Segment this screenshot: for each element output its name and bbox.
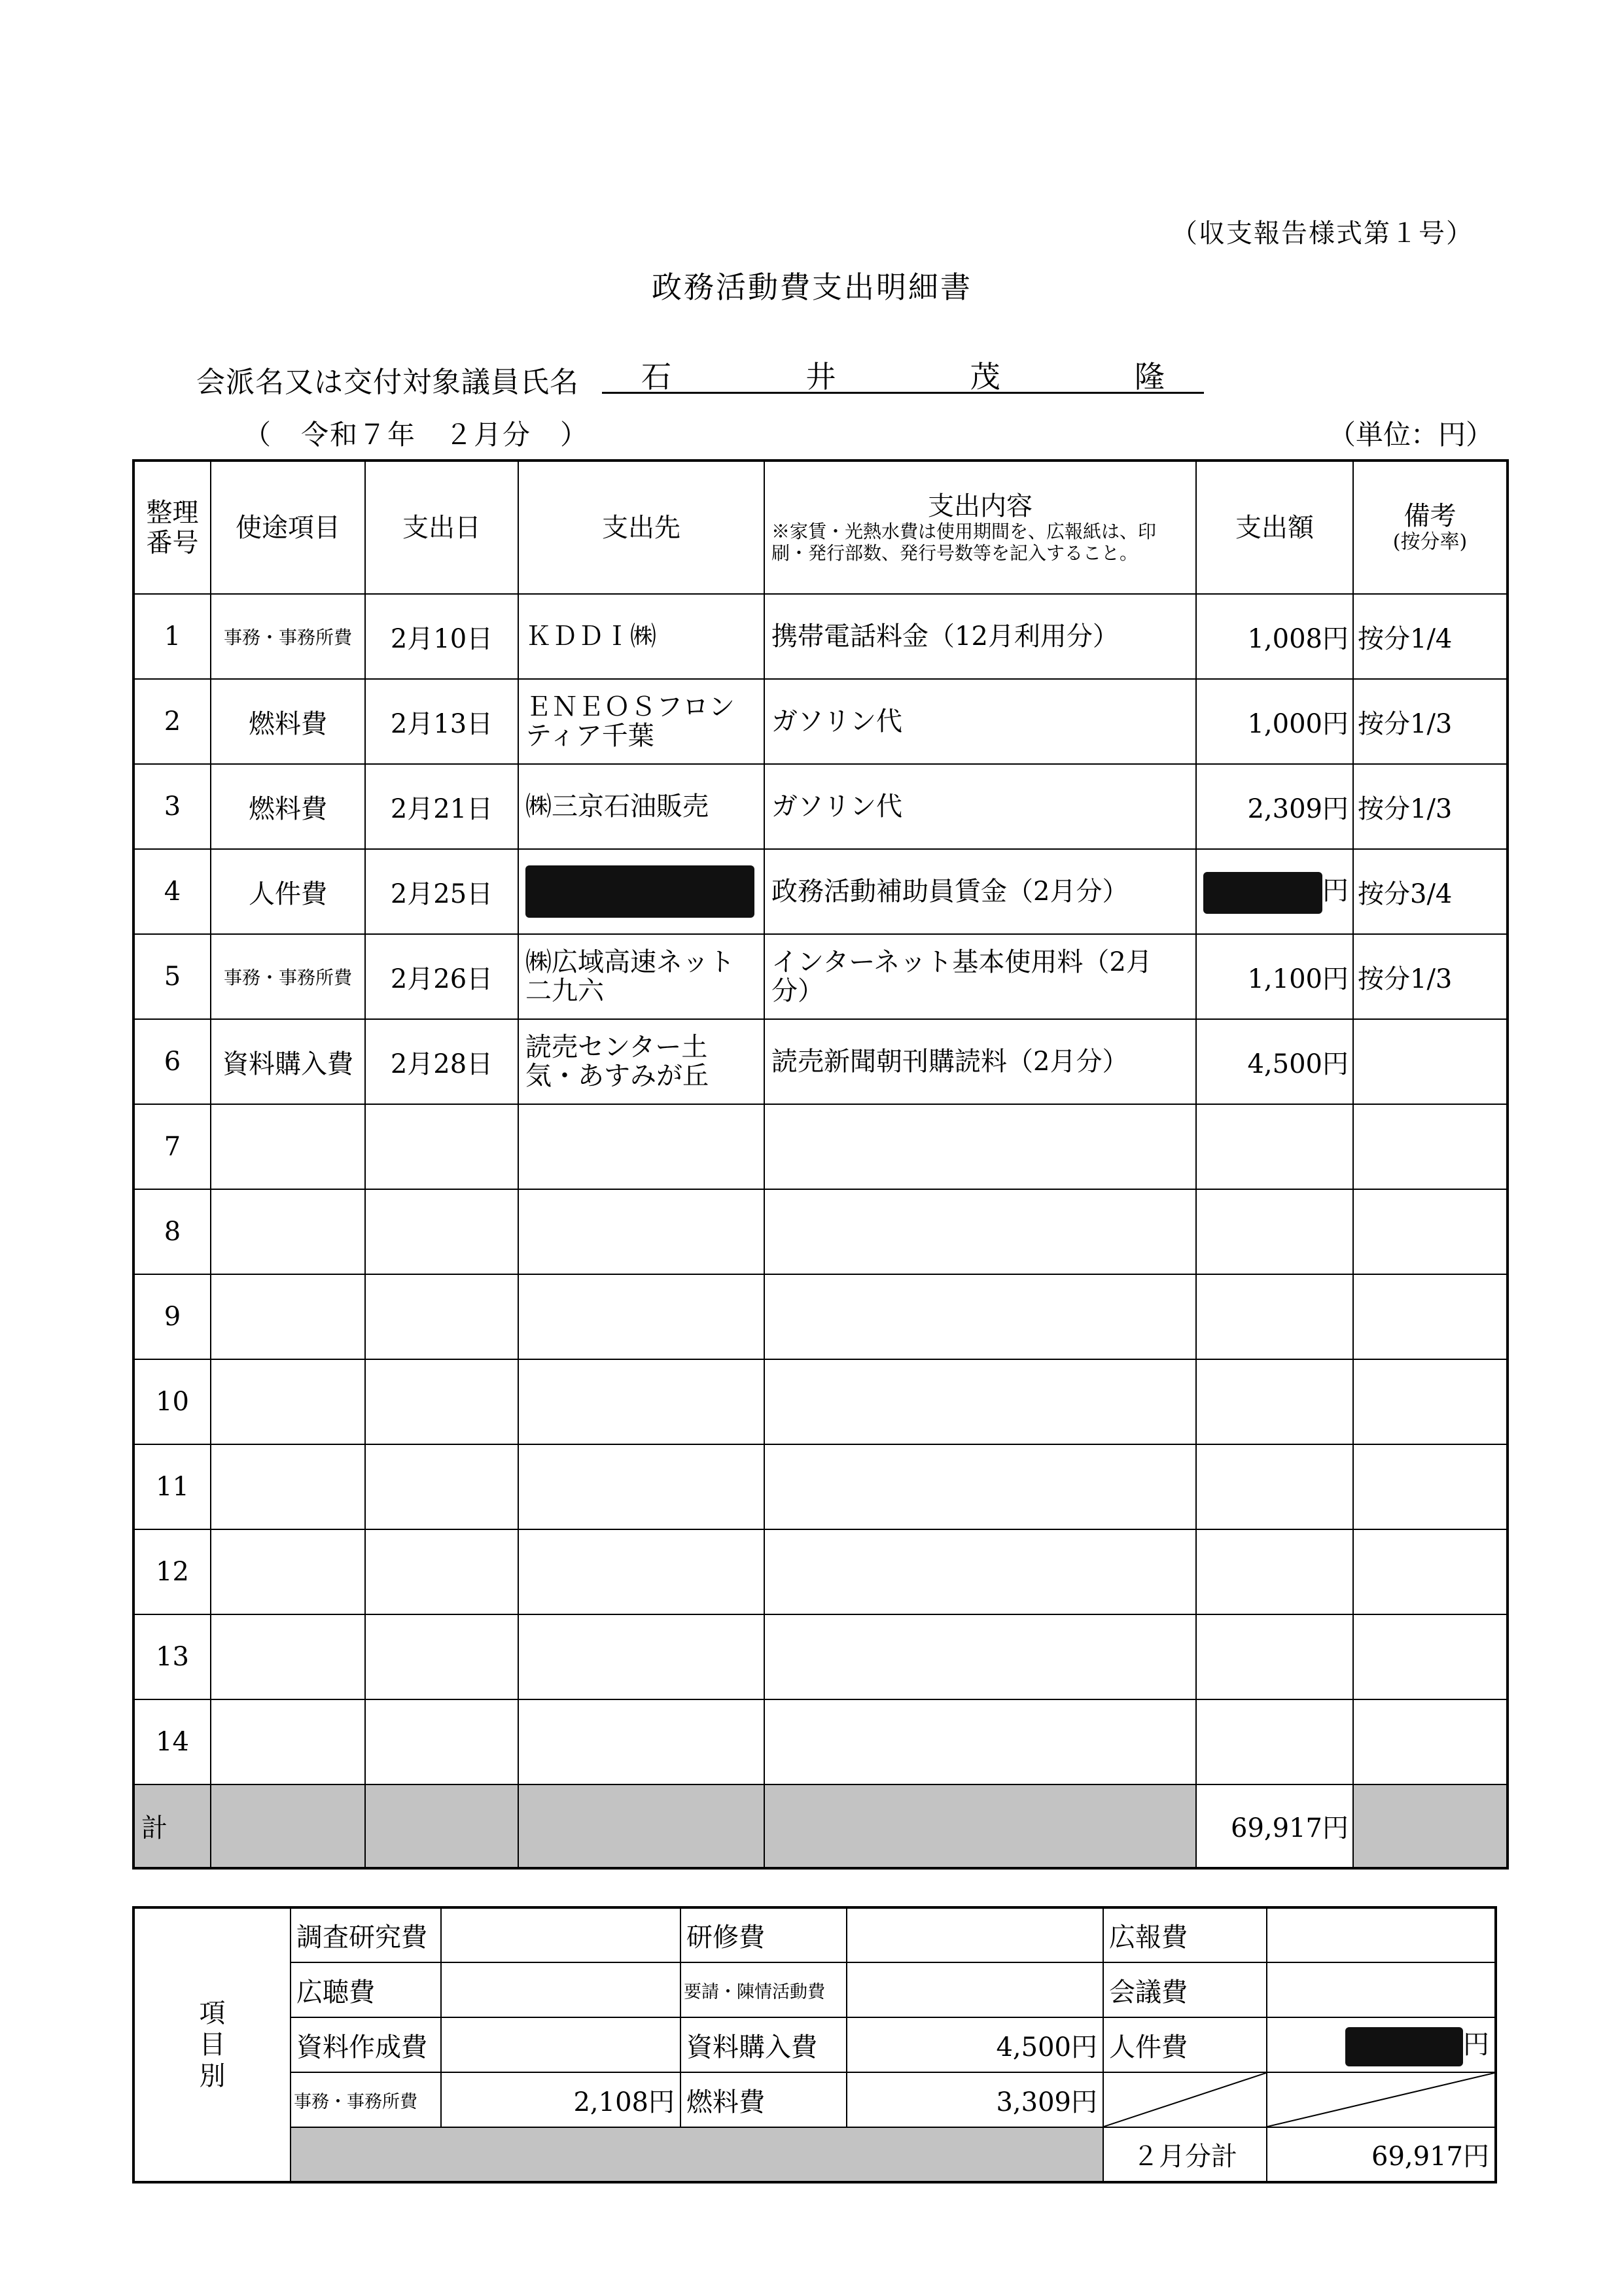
row-description: ガソリン代 — [764, 764, 1196, 849]
amount-text: 4,500円 — [1247, 1049, 1349, 1079]
table-row — [133, 679, 1508, 764]
row-payee: ＫＤＤＩ㈱ — [518, 594, 764, 679]
summary-row — [133, 1907, 1496, 1962]
table-row — [133, 594, 1508, 679]
summary-category-amount — [441, 1907, 680, 1962]
row-date: 2月10日 — [365, 594, 518, 679]
month-total-amount: 69,917円 — [1267, 2127, 1496, 2182]
summary-category-amount — [441, 2072, 680, 2127]
summary-category-label: 研修費 — [680, 1907, 847, 1962]
summary-category-amount — [1267, 1962, 1496, 2017]
summary-category-amount — [1267, 1907, 1496, 1962]
row-description: ガソリン代 — [764, 679, 1196, 764]
row-number: 13 — [133, 1614, 211, 1699]
row-date: 2月28日 — [365, 1019, 518, 1104]
row-number: 14 — [133, 1699, 211, 1784]
row-date — [365, 1444, 518, 1529]
row-payee: ㈱三京石油販売 — [518, 764, 764, 849]
header-date: 支出日 — [365, 461, 518, 594]
summary-category-amount — [847, 2017, 1103, 2072]
row-amount — [1196, 679, 1353, 764]
summary-category-amount — [847, 1962, 1103, 2017]
row-note — [1353, 1274, 1508, 1359]
row-date — [365, 1359, 518, 1444]
row-amount — [1196, 1019, 1353, 1104]
row-payee — [518, 1104, 764, 1189]
row-category — [211, 1614, 365, 1699]
row-date — [365, 1529, 518, 1614]
blank-slashed-cell — [1103, 2072, 1267, 2127]
row-payee — [518, 1614, 764, 1699]
row-note — [1353, 1444, 1508, 1529]
row-description: 政務活動補助員賃金（2月分） — [764, 849, 1196, 934]
member-name — [602, 353, 1204, 394]
row-category: 資料購入費 — [211, 1019, 365, 1104]
amount-text: 4,500円 — [996, 2032, 1097, 2062]
row-note — [1353, 1189, 1508, 1274]
header-amount: 支出額 — [1196, 461, 1353, 594]
row-amount — [1196, 1359, 1353, 1444]
row-amount — [1196, 1529, 1353, 1614]
name-char: 隆 — [1134, 359, 1165, 394]
summary-category-label: 広聴費 — [291, 1962, 441, 2017]
total-shade — [211, 1784, 365, 1868]
amount-text: 3,309円 — [996, 2087, 1097, 2117]
row-payee — [518, 849, 764, 934]
summary-shade — [291, 2127, 1103, 2182]
summary-category-amount — [1267, 2017, 1496, 2072]
redaction-block — [1345, 2027, 1463, 2066]
table-row — [133, 1274, 1508, 1359]
name-char: 茂 — [970, 359, 1000, 394]
row-description — [764, 1699, 1196, 1784]
row-amount — [1196, 1189, 1353, 1274]
header-note — [1353, 461, 1508, 594]
row-date — [365, 1104, 518, 1189]
form-number: （収支報告様式第１号） — [1171, 218, 1474, 249]
total-shade — [764, 1784, 1196, 1868]
table-row — [133, 1444, 1508, 1529]
row-number: 5 — [133, 934, 211, 1019]
row-category: 燃料費 — [211, 764, 365, 849]
unit-label: （単位：円） — [1328, 419, 1494, 451]
header-payee: 支出先 — [518, 461, 764, 594]
row-payee: ㈱広域高速ネット二九六 — [518, 934, 764, 1019]
amount-text: 2,108円 — [573, 2087, 675, 2117]
row-category — [211, 1444, 365, 1529]
row-number: 11 — [133, 1444, 211, 1529]
row-note — [1353, 1019, 1508, 1104]
row-amount — [1196, 1104, 1353, 1189]
row-category — [211, 1529, 365, 1614]
row-description — [764, 1529, 1196, 1614]
row-amount — [1196, 764, 1353, 849]
row-number: 4 — [133, 849, 211, 934]
summary-row — [133, 1962, 1496, 2017]
row-number: 8 — [133, 1189, 211, 1274]
period: （ 令和７年 ２月分 ） — [243, 419, 590, 451]
month-total-label: ２月分計 — [1103, 2127, 1267, 2182]
row-number: 3 — [133, 764, 211, 849]
row-amount — [1196, 594, 1353, 679]
row-number: 9 — [133, 1274, 211, 1359]
redaction-block — [1203, 872, 1322, 914]
row-category: 人件費 — [211, 849, 365, 934]
summary-category-label: 資料購入費 — [680, 2017, 847, 2072]
row-description: 携帯電話料金（12月利用分） — [764, 594, 1196, 679]
row-description — [764, 1444, 1196, 1529]
row-category — [211, 1104, 365, 1189]
header-note-sub: (按分率) — [1392, 531, 1468, 554]
row-date — [365, 1614, 518, 1699]
row-payee — [518, 1189, 764, 1274]
summary-category-label: 要請・陳情活動費 — [680, 1962, 847, 2017]
row-amount — [1196, 1614, 1353, 1699]
row-note: 按分3/4 — [1353, 849, 1508, 934]
name-char: 井 — [805, 359, 836, 394]
summary-category-label: 燃料費 — [680, 2072, 847, 2127]
header-description — [764, 461, 1196, 594]
header-category: 使途項目 — [211, 461, 365, 594]
row-date: 2月13日 — [365, 679, 518, 764]
table-row — [133, 1699, 1508, 1784]
row-category: 事務・事務所費 — [211, 594, 365, 679]
row-payee: ＥＮＥＯＳフロンティア千葉 — [518, 679, 764, 764]
row-date: 2月25日 — [365, 849, 518, 934]
row-amount — [1196, 1699, 1353, 1784]
blank-slashed-cell — [1267, 2072, 1496, 2127]
row-date — [365, 1189, 518, 1274]
row-amount — [1196, 934, 1353, 1019]
total-label: 計 — [133, 1784, 211, 1868]
amount-text: 1,100円 — [1247, 964, 1349, 994]
amount-text: 1,008円 — [1247, 623, 1349, 654]
row-category: 燃料費 — [211, 679, 365, 764]
row-note: 按分1/4 — [1353, 594, 1508, 679]
summary-category-label: 資料作成費 — [291, 2017, 441, 2072]
name-label: 会派名又は交付対象議員氏名 — [196, 366, 579, 399]
row-payee — [518, 1274, 764, 1359]
amount-text: 1,000円 — [1247, 708, 1349, 739]
document-title: 政務活動費支出明細書 — [652, 270, 972, 305]
summary-category-amount — [847, 1907, 1103, 1962]
row-amount — [1196, 1274, 1353, 1359]
summary-row — [133, 2017, 1496, 2072]
row-payee — [518, 1444, 764, 1529]
summary-category-amount — [441, 2017, 680, 2072]
summary-total-row — [133, 2127, 1496, 2182]
row-number: 7 — [133, 1104, 211, 1189]
summary-category-label: 人件費 — [1103, 2017, 1267, 2072]
row-description — [764, 1189, 1196, 1274]
table-row — [133, 1189, 1508, 1274]
row-note — [1353, 1359, 1508, 1444]
total-shade — [1353, 1784, 1508, 1868]
name-char: 石 — [641, 359, 671, 394]
row-date — [365, 1274, 518, 1359]
row-category — [211, 1274, 365, 1359]
table-row — [133, 849, 1508, 934]
row-payee — [518, 1359, 764, 1444]
summary-category-label: 会議費 — [1103, 1962, 1267, 2017]
row-amount — [1196, 849, 1353, 934]
row-date: 2月21日 — [365, 764, 518, 849]
row-payee — [518, 1699, 764, 1784]
header-no: 整理番号 — [133, 461, 211, 594]
summary-side-label: 項目別 — [133, 1907, 291, 2182]
table-row — [133, 1614, 1508, 1699]
row-description: 読売新聞朝刊購読料（2月分） — [764, 1019, 1196, 1104]
total-shade — [365, 1784, 518, 1868]
header-desc-note: ※家賃・光熱水費は使用期間を、広報紙は、印刷・発行部数、発行号数等を記入すること。 — [771, 521, 1157, 564]
table-row — [133, 1359, 1508, 1444]
row-number: 1 — [133, 594, 211, 679]
row-description — [764, 1274, 1196, 1359]
row-description — [764, 1104, 1196, 1189]
amount-text: 2,309円 — [1247, 793, 1349, 824]
row-number: 2 — [133, 679, 211, 764]
row-category — [211, 1699, 365, 1784]
row-amount — [1196, 1444, 1353, 1529]
row-number: 10 — [133, 1359, 211, 1444]
row-description — [764, 1614, 1196, 1699]
summary-category-label: 事務・事務所費 — [291, 2072, 441, 2127]
row-number: 6 — [133, 1019, 211, 1104]
total-row — [133, 1784, 1508, 1868]
redaction-block — [525, 865, 754, 918]
amount-text: 円 — [1463, 2029, 1489, 2060]
row-payee: 読売センター土気・あすみが丘 — [518, 1019, 764, 1104]
row-description: インターネット基本使用料（2月分） — [764, 934, 1196, 1019]
header-note-title: 備考 — [1403, 501, 1456, 532]
row-category — [211, 1359, 365, 1444]
summary-category-label: 広報費 — [1103, 1907, 1267, 1962]
table-row — [133, 764, 1508, 849]
summary-category-amount — [441, 1962, 680, 2017]
header-desc-title: 支出内容 — [928, 491, 1033, 522]
summary-category-label: 調査研究費 — [291, 1907, 441, 1962]
row-description — [764, 1359, 1196, 1444]
total-shade — [518, 1784, 764, 1868]
row-date: 2月26日 — [365, 934, 518, 1019]
expense-table — [132, 459, 1509, 1870]
row-note: 按分1/3 — [1353, 934, 1508, 1019]
row-note: 按分1/3 — [1353, 764, 1508, 849]
total-amount: 69,917円 — [1196, 1784, 1353, 1868]
summary-category-amount — [847, 2072, 1103, 2127]
row-category: 事務・事務所費 — [211, 934, 365, 1019]
row-category — [211, 1189, 365, 1274]
row-date — [365, 1699, 518, 1784]
table-header-row — [133, 461, 1508, 594]
row-note — [1353, 1529, 1508, 1614]
row-note — [1353, 1104, 1508, 1189]
summary-table — [132, 1906, 1497, 2183]
row-note — [1353, 1614, 1508, 1699]
table-row — [133, 934, 1508, 1019]
row-note — [1353, 1699, 1508, 1784]
amount-text: 円 — [1322, 875, 1349, 906]
row-payee — [518, 1529, 764, 1614]
table-row — [133, 1104, 1508, 1189]
summary-row — [133, 2072, 1496, 2127]
table-row — [133, 1529, 1508, 1614]
table-row — [133, 1019, 1508, 1104]
row-note: 按分1/3 — [1353, 679, 1508, 764]
row-number: 12 — [133, 1529, 211, 1614]
